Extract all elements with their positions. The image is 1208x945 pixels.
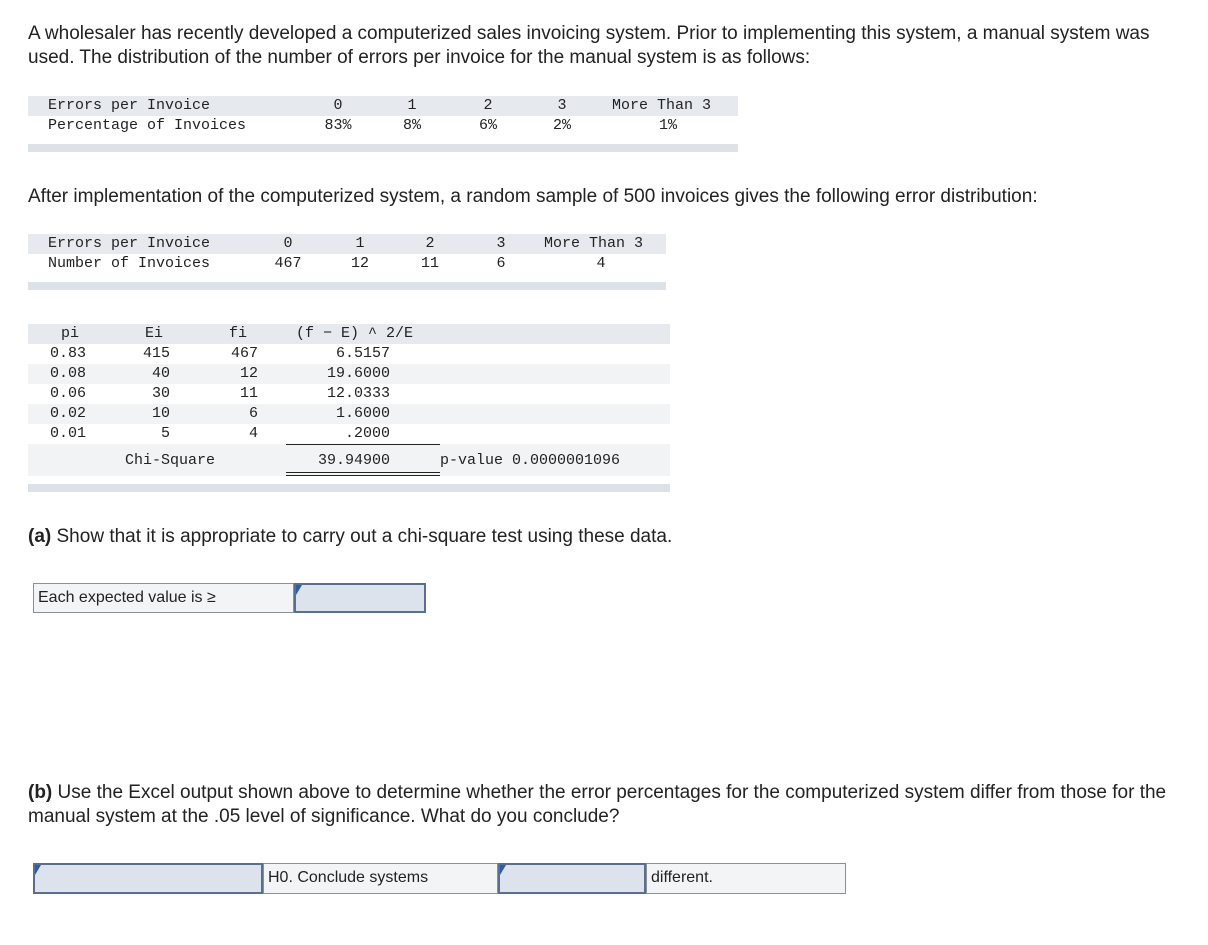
part-a-label: (a) [28, 526, 52, 547]
errors-per-invoice-label: Errors per Invoice [48, 235, 211, 252]
part-b-label: (b) [28, 782, 53, 803]
dropdown-flag-icon [35, 865, 41, 875]
ei-value: 40 [151, 365, 170, 382]
ei-value: 30 [151, 385, 170, 402]
after-implementation-text: After implementation of the computerized system, a random sample of 500 invoices gives the following error distribution: [28, 186, 1038, 207]
pi-value: 0.02 [50, 405, 87, 422]
dropdown-flag-icon [500, 865, 506, 875]
calc-value: 19.6000 [326, 365, 390, 382]
chi-square-value: 39.94900 [317, 452, 390, 469]
part-b-text: Use the Excel output shown above to determine whether the error percentages for the computerized system differ from those for the manual system at the .05 level of significance. What do you conclude? [28, 782, 1167, 827]
value-more-than-3: 4 [596, 255, 606, 272]
fi-value: 6 [248, 405, 258, 422]
double-underline-bottom [286, 475, 440, 476]
value-2: 11 [420, 255, 439, 272]
ei-value: 415 [142, 345, 170, 362]
value-0: 83% [324, 117, 352, 134]
value-2: 6% [478, 117, 497, 134]
dropdown-flag-icon [296, 585, 302, 595]
value-3: 6 [496, 255, 506, 272]
chi-square-label: Chi-Square [125, 452, 216, 469]
percentage-of-invoices-label: Percentage of Invoices [48, 117, 247, 134]
sum-underline [286, 444, 440, 445]
header-more-than-3: More Than 3 [612, 97, 712, 114]
calc-value: 6.5157 [335, 345, 390, 362]
calc-value: 1.6000 [335, 405, 390, 422]
col-pi-header: pi [60, 325, 79, 342]
header-1: 1 [407, 97, 417, 114]
double-underline-top [286, 472, 440, 473]
calc-value: 12.0333 [326, 385, 390, 402]
header-3: 3 [496, 235, 506, 252]
part-b-question [28, 781, 1178, 829]
header-1: 1 [355, 235, 365, 252]
value-3: 2% [552, 117, 571, 134]
part-a-text: Show that it is appropriate to carry out a chi-square test using these data. [51, 526, 673, 547]
fi-value: 11 [239, 385, 258, 402]
expected-value-dropdown[interactable] [294, 583, 426, 613]
value-1: 12 [350, 255, 369, 272]
computerized-distribution-table [28, 234, 666, 292]
table-row [28, 384, 670, 404]
pi-value: 0.01 [50, 425, 87, 442]
table-row [28, 424, 670, 444]
table-row [28, 364, 670, 384]
pi-value: 0.83 [50, 345, 87, 362]
expected-value-prompt: Each expected value is ≥ [33, 583, 294, 613]
part-a-question [28, 525, 1178, 549]
manual-distribution-table [28, 96, 738, 154]
header-2: 2 [483, 97, 493, 114]
fi-value: 4 [248, 425, 258, 442]
ei-value: 10 [151, 405, 170, 422]
excel-output-table [28, 324, 670, 494]
header-more-than-3: More Than 3 [544, 235, 644, 252]
value-0: 467 [274, 255, 302, 272]
header-0: 0 [333, 97, 343, 114]
fi-value: 467 [230, 345, 258, 362]
conclude-systems-text: H0. Conclude systems [263, 863, 498, 894]
number-of-invoices-label: Number of Invoices [48, 255, 211, 272]
errors-per-invoice-label: Errors per Invoice [48, 97, 211, 114]
value-more-than-3: 1% [658, 117, 677, 134]
table-row [28, 404, 670, 424]
systems-conclusion-dropdown[interactable] [498, 863, 646, 894]
header-0: 0 [283, 235, 293, 252]
intro-text: A wholesaler has recently developed a computerized sales invoicing system. Prior to implementing this system, a manual system was used. The distribution of the number of errors per invoice for the manual system is as follows: [28, 23, 1150, 68]
pi-value: 0.08 [50, 365, 87, 382]
header-3: 3 [557, 97, 567, 114]
different-text: different. [646, 863, 846, 894]
col-ei-header: Ei [144, 325, 163, 342]
p-value: p-value 0.0000001096 [440, 452, 621, 469]
col-fi-header: fi [228, 325, 247, 342]
header-2: 2 [425, 235, 435, 252]
pi-value: 0.06 [50, 385, 87, 402]
col-calc-header: (f − E) ^ 2/E [296, 325, 414, 342]
ei-value: 5 [160, 425, 170, 442]
value-1: 8% [402, 117, 421, 134]
fi-value: 12 [239, 365, 258, 382]
calc-value: .2000 [344, 425, 390, 442]
table-row [28, 344, 670, 364]
reject-decision-dropdown[interactable] [33, 863, 263, 894]
